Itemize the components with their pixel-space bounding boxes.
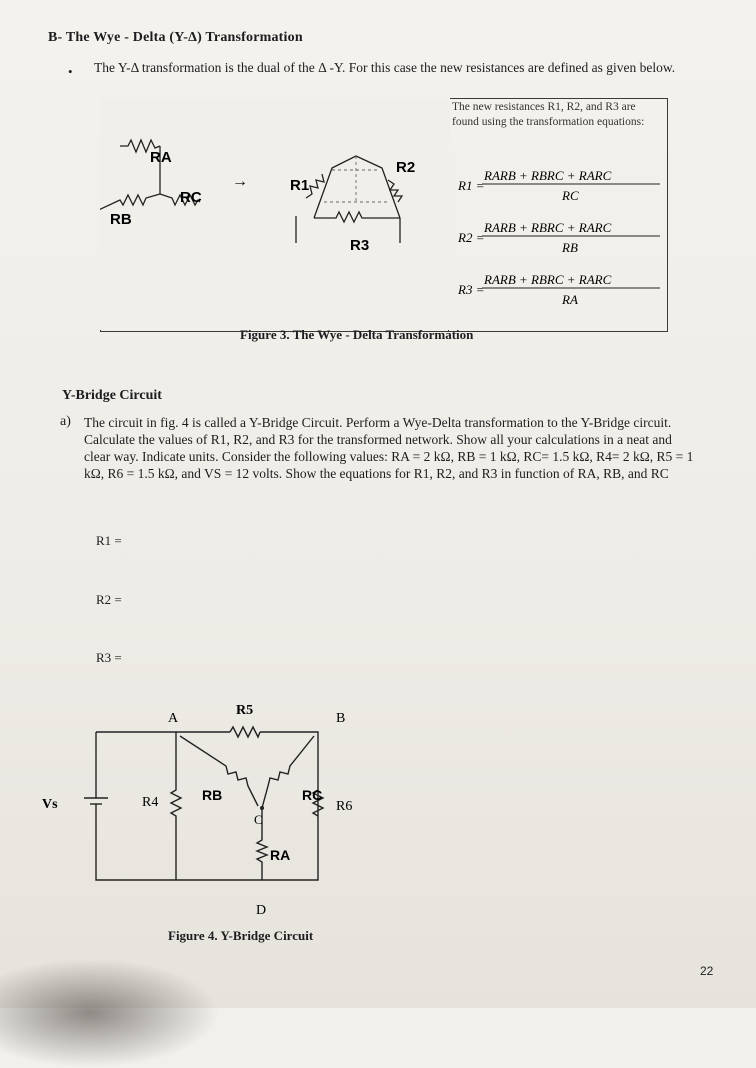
- rb-label: RB: [202, 787, 223, 803]
- eq1-lhs: R1 =: [458, 178, 485, 193]
- eq2-lhs: R2 =: [458, 230, 485, 245]
- answer-r1: R1 =: [96, 533, 122, 548]
- eq3-denominator: RA: [562, 292, 578, 307]
- transform-arrow: →: [232, 173, 248, 190]
- page-number: 22: [700, 964, 714, 978]
- section-title: B- The Wye - Delta (Y-Δ) Transformation: [48, 30, 303, 45]
- r5-label: R5: [236, 703, 254, 718]
- photo-shadow: [0, 958, 220, 1068]
- node-c-label: C: [254, 812, 263, 827]
- wye-rc-label: RC: [180, 189, 202, 206]
- r6-label: R6: [336, 799, 353, 814]
- figure4-circuit: [40, 700, 380, 926]
- question-text: The circuit in fig. 4 is called a Y-Bridge Circuit. Perform a Wye-Delta transformation to the Y-Bridge circuit. Calculate the values of R1, R2, and R3 for the transformed network. Show all your calculations in a neat and clear way. Indicate units. Consider the following values: RA = 2 kΩ, RB = 1 kΩ, RC= 1.5 kΩ, R4= 2 kΩ, R5 = 1 kΩ, R6 = 1.5 kΩ, and VS = 12 volts. Show the equations for R1, R2, and R3 in function of RA, RB, and RC: [84, 415, 694, 481]
- figure4-caption: Figure 4. Y-Bridge Circuit: [168, 928, 314, 943]
- node-d-label: D: [256, 903, 267, 918]
- answer-r3: R3 =: [96, 650, 122, 665]
- bullet-marker: •: [68, 64, 73, 79]
- delta-r3-label: R3: [350, 237, 370, 254]
- question-label: a): [60, 414, 71, 429]
- eq3-lhs: R3 =: [458, 282, 485, 297]
- node-a-label: A: [168, 711, 179, 726]
- eq3-numerator: RARB + RBRC + RARC: [484, 272, 612, 287]
- vs-label: Vs: [42, 797, 58, 812]
- figure3-circuit: [100, 98, 450, 330]
- figure3-note: The new resistances R1, R2, and R3 are found using the transformation equations:: [452, 101, 645, 128]
- figure3-caption: Figure 3. The Wye - Delta Transformation: [240, 327, 474, 342]
- wye-rb-label: RB: [110, 211, 132, 228]
- eq2-numerator: RARB + RBRC + RARC: [484, 220, 612, 235]
- delta-r2-label: R2: [396, 159, 416, 176]
- eq2-denominator: RB: [562, 240, 578, 255]
- wye-ra-label: RA: [150, 149, 172, 166]
- rc-label: RC: [302, 787, 323, 803]
- r4-label: R4: [142, 795, 159, 810]
- figure3-equations: [450, 160, 664, 320]
- answer-r2: R2 =: [96, 592, 122, 607]
- eq1-denominator: RC: [562, 188, 579, 203]
- node-b-label: B: [336, 711, 346, 726]
- intro-paragraph: The Y-Δ transformation is the dual of the Δ -Y. For this case the new resistances are defined as given below.: [94, 60, 676, 75]
- delta-r1-label: R1: [290, 177, 310, 194]
- ybridge-title: Y-Bridge Circuit: [62, 388, 162, 403]
- ra-label: RA: [270, 847, 291, 863]
- eq1-numerator: RARB + RBRC + RARC: [484, 168, 612, 183]
